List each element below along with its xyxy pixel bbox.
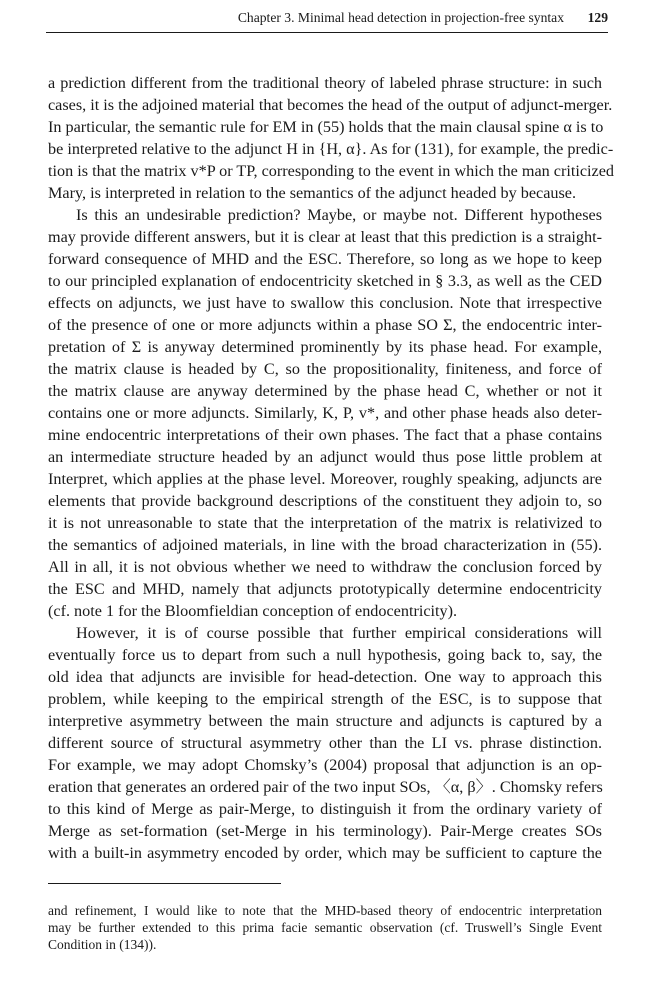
- running-header: [46, 8, 608, 33]
- text-line: of the presence of one or more adjuncts within a phase SO Σ, the endocentric inter-: [48, 316, 602, 334]
- text-line: Interpret, which applies at the phase level. Moreover, roughly speaking, adjuncts are: [48, 470, 602, 488]
- text-line: (cf. note 1 for the Bloomfieldian conception of endocentricity).: [48, 602, 458, 620]
- text-line: old idea that adjuncts are invisible for head-detection. One way to approach this: [48, 668, 602, 686]
- text-line: interpretive asymmetry between the main structure and adjuncts is captured by a: [48, 712, 602, 730]
- text-line: the matrix clause is headed by C, so the propositionality, finiteness, and force of: [48, 360, 602, 378]
- page-number: 129: [587, 10, 608, 25]
- text-line: Is this an undesirable prediction? Maybe, or maybe not. Different hypotheses: [76, 206, 602, 224]
- text-line: problem, while keeping to the empirical strength of the ESC, is to suppose that: [48, 690, 602, 708]
- footnote-text: [48, 902, 602, 953]
- text-line: the semantics of adjoined materials, in line with the broad characterization in (55).: [48, 536, 602, 554]
- text-line: mine endocentric interpretations of their own phases. The fact that a phase contains: [48, 426, 602, 444]
- text-line: eventually force us to depart from such a null hypothesis, going back to, say, the: [48, 646, 602, 664]
- text-line: For example, we may adopt Chomsky’s (2004) proposal that adjunction is an op-: [48, 756, 602, 774]
- text-line: tion is that the matrix v*P or TP, corresponding to the event in which the man criticized: [48, 162, 614, 180]
- text-line: pretation of Σ is anyway determined prominently by its phase head. For example,: [48, 338, 602, 356]
- text-line: forward consequence of MHD and the ESC. Therefore, so long as we hope to keep: [48, 250, 602, 268]
- text-line: eration that generates an ordered pair of the two input SOs, 〈α, β〉. Chomsky refers: [48, 778, 603, 796]
- text-line: it is not unreasonable to state that the interpretation of the matrix is relativized to: [48, 514, 602, 532]
- main-text: [48, 72, 614, 864]
- text-line: contains one or more adjuncts. Similarly, K, P, v*, and other phase heads also deter-: [48, 404, 602, 422]
- text-line: the ESC and MHD, namely that adjuncts prototypically determine endocentricity: [48, 580, 602, 598]
- text-line: Merge as set-formation (set-Merge in his terminology). Pair-Merge creates SOs: [48, 822, 602, 840]
- text-line: different source of structural asymmetry other than the LI vs. phrase distinction.: [48, 734, 602, 752]
- text-line: may provide different answers, but it is clear at least that this prediction is a straight-: [48, 228, 602, 246]
- footnote-separator: [48, 883, 281, 884]
- text-line: with a built-in asymmetry encoded by order, which may be sufficient to capture the: [48, 844, 602, 862]
- text-line: elements that provide background descriptions of the constituent they adjoin to, so: [48, 492, 602, 510]
- chapter-title: Chapter 3. Minimal head detection in projection-free syntax: [237, 10, 564, 25]
- text-line: All in all, it is not obvious whether we need to withdraw the conclusion forced by: [48, 558, 602, 576]
- text-line: cases, it is the adjoined material that becomes the head of the output of adjunct-merger.: [48, 96, 613, 114]
- text-line: However, it is of course possible that further empirical considerations will: [76, 624, 602, 642]
- text-line: effects on adjuncts, we just have to swallow this conclusion. Note that irrespective: [48, 294, 602, 312]
- text-line: to our principled explanation of endocentricity sketched in § 3.3, as well as the CED: [48, 272, 602, 290]
- text-line: In particular, the semantic rule for EM in (55) holds that the main clausal spine α is to: [48, 118, 604, 136]
- footnote-line: Condition in (134)).: [48, 937, 157, 952]
- footnote-line: may be further extended to this prima facie semantic observation (cf. Truswell’s Single Event: [48, 920, 602, 935]
- footnote-line: and refinement, I would like to note that the MHD-based theory of endocentric interpretation: [48, 903, 602, 918]
- text-line: to this kind of Merge as pair-Merge, to distinguish it from the ordinary variety of: [48, 800, 602, 818]
- text-line: the matrix clause are anyway determined by the phase head C, whether or not it: [48, 382, 602, 400]
- text-line: Mary, is interpreted in relation to the semantics of the adjunct headed by because.: [48, 184, 577, 202]
- text-line: be interpreted relative to the adjunct H in {H, α}. As for (131), for example, the predic-: [48, 140, 614, 158]
- text-line: an intermediate structure headed by an adjunct would thus pose little problem at: [48, 448, 602, 466]
- text-line: a prediction different from the traditional theory of labeled phrase structure: in such: [48, 74, 602, 92]
